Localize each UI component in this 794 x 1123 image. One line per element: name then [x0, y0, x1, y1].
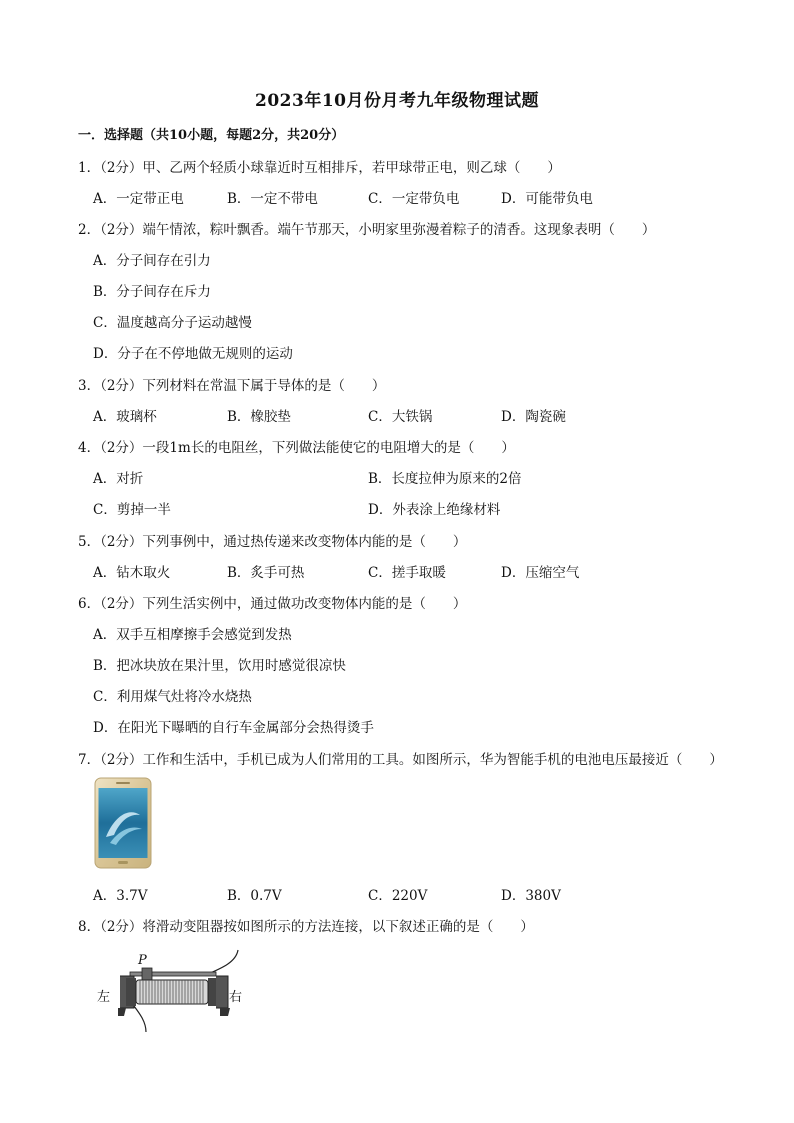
option-d[interactable]: D．在阳光下曝晒的自行车金属部分会热得烫手 — [93, 720, 374, 736]
option-a[interactable]: A．钻木取火 — [93, 565, 171, 581]
option-c[interactable]: C．利用煤气灶将冷水烧热 — [93, 689, 252, 705]
option-c[interactable]: C．一定带负电 — [368, 191, 460, 207]
option-a[interactable]: A．玻璃杯 — [93, 409, 157, 425]
label-left: 左 — [97, 990, 111, 1005]
option-c[interactable]: C．温度越高分子运动越慢 — [93, 315, 252, 331]
section-heading: 一．选择题（共10小题，每题2分，共20分） — [78, 128, 345, 143]
option-b[interactable]: B．橡胶垫 — [227, 409, 291, 425]
rheostat-diagram — [112, 948, 247, 1033]
option-c[interactable]: C．剪掉一半 — [93, 502, 171, 518]
option-d[interactable]: D．外表涂上绝缘材料 — [368, 502, 501, 518]
option-a[interactable]: A．分子间存在引力 — [93, 253, 211, 269]
option-d[interactable]: D．压缩空气 — [501, 565, 580, 581]
option-a[interactable]: A．3.7V — [93, 888, 148, 904]
option-d[interactable]: D．380V — [501, 888, 561, 904]
option-c[interactable]: C．220V — [368, 888, 428, 904]
question-3-stem: 3．（2分）下列材料在常温下属于导体的是（ ） — [78, 378, 386, 394]
option-d[interactable]: D．可能带负电 — [501, 191, 593, 207]
question-5-stem: 5．（2分）下列事例中，通过热传递来改变物体内能的是（ ） — [78, 534, 467, 550]
smartphone-image — [94, 777, 152, 869]
question-6-stem: 6．（2分）下列生活实例中，通过做功改变物体内能的是（ ） — [78, 596, 467, 612]
option-b[interactable]: B．炙手可热 — [227, 565, 305, 581]
option-b[interactable]: B．把冰块放在果汁里，饮用时感觉很凉快 — [93, 658, 346, 674]
option-b[interactable]: B．一定不带电 — [227, 191, 318, 207]
option-c[interactable]: C．搓手取暖 — [368, 565, 446, 581]
option-b[interactable]: B．长度拉伸为原来的2倍 — [368, 471, 522, 487]
page-title: 2023年10月份月考九年级物理试题 — [255, 91, 539, 111]
question-2-stem: 2．（2分）端午情浓，粽叶飘香。端午节那天，小明家里弥漫着粽子的清香。这现象表明（ ） — [78, 222, 656, 238]
question-7-stem: 7．（2分）工作和生活中，手机已成为人们常用的工具。如图所示，华为智能手机的电池电压最接近（ ） — [78, 752, 723, 768]
question-1-stem: 1．（2分）甲、乙两个轻质小球靠近时互相排斥，若甲球带正电，则乙球（ ） — [78, 160, 561, 176]
label-right: 右 — [229, 990, 243, 1005]
option-a[interactable]: A．一定带正电 — [93, 191, 184, 207]
slider-label-p: P — [138, 953, 147, 968]
option-c[interactable]: C．大铁锅 — [368, 409, 433, 425]
option-b[interactable]: B．分子间存在斥力 — [93, 284, 211, 300]
question-4-stem: 4．（2分）一段1m长的电阻丝，下列做法能使它的电阻增大的是（ ） — [78, 440, 515, 456]
option-a[interactable]: A．双手互相摩擦手会感觉到发热 — [93, 627, 292, 643]
option-b[interactable]: B．0.7V — [227, 888, 282, 904]
option-d[interactable]: D．陶瓷碗 — [501, 409, 566, 425]
question-8-stem: 8．（2分）将滑动变阻器按如图所示的方法连接，以下叙述正确的是（ ） — [78, 919, 534, 935]
option-d[interactable]: D．分子在不停地做无规则的运动 — [93, 346, 293, 362]
option-a[interactable]: A．对折 — [93, 471, 144, 487]
